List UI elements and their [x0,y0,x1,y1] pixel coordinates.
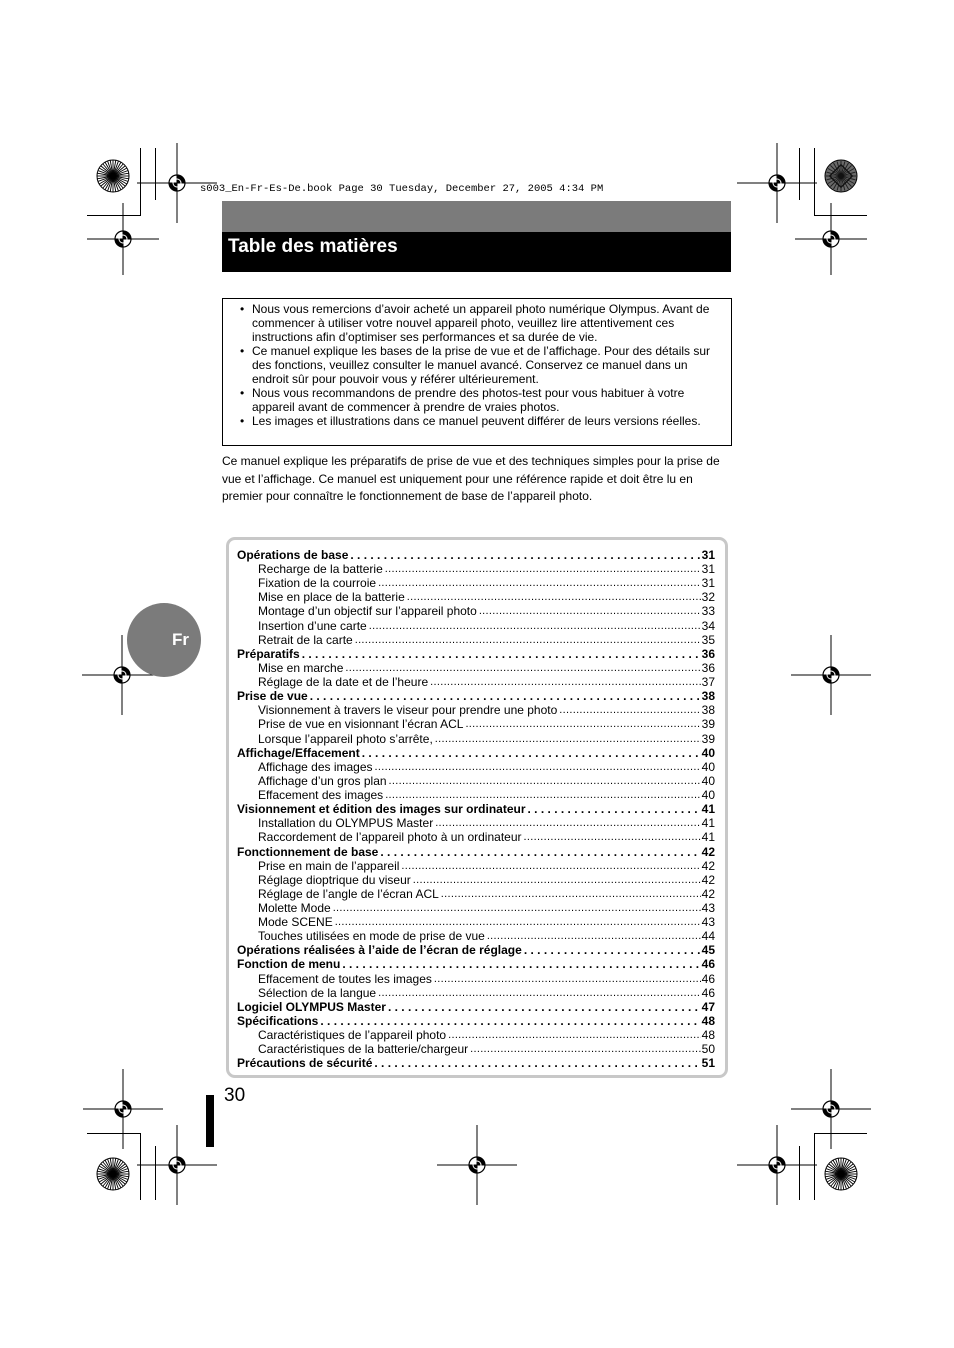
toc-leader-dots [470,1042,701,1056]
toc-section-entry [237,1000,715,1014]
toc-leader-dots [388,1000,701,1014]
toc-entry-page: 39 [701,717,715,732]
page-title: Table des matières [228,236,398,257]
toc-leader-dots [342,957,700,971]
toc-entry-title: Lorsque l’appareil photo s’arrête, [258,731,433,746]
toc-leader-dots [362,746,701,760]
toc-entry-title: Prise de vue [237,689,308,704]
toc-leader-dots [380,845,700,859]
toc-subentry [258,1028,715,1042]
toc-entry-page: 41 [701,802,715,817]
toc-entry-page: 44 [701,929,715,944]
toc-entry-title: Effacement de toutes les images [258,971,432,986]
toc-entry-page: 50 [701,1042,715,1057]
toc-entry-title: Effacement des images [258,788,384,803]
toc-subentry [258,816,715,830]
toc-entry-page: 46 [701,971,715,986]
toc-leader-dots [355,633,701,647]
toc-entry-page: 43 [701,915,715,930]
toc-entry-title: Préparatifs [237,646,300,661]
toc-entry-title: Précautions de sécurité [237,1056,373,1071]
toc-leader-dots [435,732,701,746]
toc-subentry [258,619,715,633]
toc-section-entry [237,802,715,816]
toc-section-entry [237,957,715,971]
rosette-target-icon [824,159,858,193]
toc-subentry [258,1042,715,1056]
toc-entry-page: 47 [701,999,715,1014]
toc-leader-dots [487,929,701,943]
toc-leader-dots [465,717,700,731]
registration-crosshair-icon [737,1125,817,1205]
toc-entry-title: Réglage de la date et de l’heure [258,675,429,690]
toc-entry-page: 40 [701,759,715,774]
table-of-contents [226,537,728,1078]
notice-item: • Nous vous recommandons de prendre des photos-test pour vous habituer à votre appareil avant de commencer à prendre de vraies photos. [237,386,723,414]
toc-entry-page: 31 [701,562,715,577]
registration-crosshair-icon [791,635,871,715]
toc-entry-page: 42 [701,872,715,887]
toc-entry-title: Réglage dioptrique du viseur [258,872,411,887]
toc-subentry [258,929,715,943]
language-tab-label: Fr [172,630,189,649]
book-header-line: s003_En-Fr-Es-De.book Page 30 Tuesday, December 27, 2005 4:34 PM [200,183,604,195]
toc-entry-title: Fixation de la courroie [258,576,377,591]
toc-leader-dots [407,590,701,604]
toc-entry-title: Sélection de la langue [258,985,377,1000]
toc-entry-title: Fonction de menu [237,957,341,972]
starburst-target-icon [824,1157,858,1191]
toc-leader-dots [333,901,701,915]
toc-subentry [258,732,715,746]
registration-crosshair-icon [87,203,159,275]
toc-entry-page: 31 [701,548,715,562]
toc-entry-title: Recharge de la batterie [258,562,383,577]
toc-entry-title: Installation du OLYMPUS Master [258,816,434,831]
toc-subentry [258,576,715,590]
toc-subentry [258,873,715,887]
toc-entry-title: Mise en place de la batterie [258,590,405,605]
toc-entry-title: Prise de vue en visionnant l’écran ACL [258,717,464,732]
toc-section-entry [237,548,715,562]
page-number-bar [206,1095,214,1147]
toc-entry-page: 48 [701,1013,715,1028]
toc-leader-dots [434,972,701,986]
toc-subentry [258,901,715,915]
toc-entry-page: 31 [701,576,715,591]
toc-section-entry [237,1056,715,1070]
toc-section-entry [237,647,715,661]
toc-section-entry [237,845,715,859]
toc-leader-dots [413,873,701,887]
intro-paragraph: Ce manuel explique les préparatifs de prise de vue et des techniques simples pour la prise de vue et l’affichage. Ce manuel est uniquement pour une référence rapide et doit être lu en premier pour connaître le fonctionnement de base de l’appareil photo. [222,454,720,503]
toc-subentry [258,887,715,901]
toc-entry-page: 39 [701,731,715,746]
toc-entry-page: 37 [701,675,715,690]
crop-mark-line [814,215,867,216]
toc-entry-page: 42 [701,844,715,859]
toc-leader-dots [559,703,700,717]
toc-leader-dots [430,675,701,689]
crop-mark-line [799,148,800,200]
crop-mark-line [155,1146,156,1200]
toc-entry-page: 46 [701,957,715,972]
toc-entry-title: Opérations de base [237,548,349,562]
toc-entry-title: Raccordement de l’appareil photo à un ordinateur [258,830,522,845]
toc-entry-page: 41 [701,830,715,845]
toc-entry-page: 45 [701,943,715,958]
toc-leader-dots [528,802,701,816]
toc-leader-dots [401,859,700,873]
toc-entry-title: Mode SCENE [258,915,333,930]
toc-entry-title: Prise en main de l’appareil [258,858,400,873]
toc-leader-dots [448,1028,701,1042]
toc-entry-title: Affichage/Effacement [237,745,360,760]
toc-entry-page: 36 [701,646,715,661]
crop-mark-line [799,1146,800,1200]
toc-entry-page: 41 [701,816,715,831]
toc-subentry [258,859,715,873]
toc-subentry [258,972,715,986]
toc-entry-title: Montage d’un objectif sur l’appareil photo [258,604,477,619]
starburst-target-icon [96,1157,130,1191]
title-band-gray [222,201,731,232]
notice-item: • Nous vous remercions d’avoir acheté un appareil photo numérique Olympus. Avant de commencer à utiliser votre nouvel appareil photo, veuillez lire attentivement ces instructions afin d’optimiser ses performances et sa durée de vie. [237,302,723,344]
starburst-target-icon [96,159,130,193]
toc-entry-title: Mise en marche [258,660,344,675]
toc-entry-title: Affichage des images [258,759,373,774]
toc-subentry [258,703,715,717]
toc-subentry [258,604,715,618]
toc-leader-dots [435,816,700,830]
toc-subentry [258,774,715,788]
toc-entry-title: Insertion d’une carte [258,618,367,633]
toc-section-entry [237,746,715,760]
toc-leader-dots [524,943,701,957]
registration-crosshair-icon [437,1125,517,1205]
toc-subentry [258,633,715,647]
toc-leader-dots [378,986,701,1000]
toc-subentry [258,788,715,802]
toc-subentry [258,562,715,576]
toc-entry-title: Opérations réalisées à l’aide de l’écran de réglage [237,943,522,958]
toc-entry-page: 43 [701,901,715,915]
registration-crosshair-icon [795,203,867,275]
toc-subentry [258,915,715,929]
toc-entry-page: 42 [701,886,715,901]
toc-entry-page: 40 [701,773,715,788]
toc-entry-page: 40 [701,788,715,803]
toc-entry-title: Touches utilisées en mode de prise de vue [258,929,485,944]
toc-entry-page: 40 [701,745,715,760]
toc-entry-title: Visionnement à travers le viseur pour prendre une photo [258,703,558,718]
toc-leader-dots [524,830,701,844]
toc-section-entry [237,689,715,703]
crop-mark-line [140,148,141,216]
toc-entry-title: Caractéristiques de l’appareil photo [258,1028,447,1043]
page-number: 30 [224,1085,246,1106]
toc-leader-dots [441,887,701,901]
crop-mark-line [87,215,140,216]
toc-entry-page: 36 [701,660,715,675]
toc-leader-dots [479,604,701,618]
crop-mark-line [814,148,815,216]
toc-entry-title: Retrait de la carte [258,632,353,647]
toc-leader-dots [335,915,701,929]
toc-leader-dots [302,647,701,661]
toc-subentry [258,675,715,689]
toc-leader-dots [350,548,700,562]
toc-entry-title: Caractéristiques de la batterie/chargeur [258,1042,469,1057]
toc-entry-title: Logiciel OLYMPUS Master [237,999,386,1014]
toc-entry-page: 35 [701,632,715,647]
toc-leader-dots [369,619,701,633]
toc-entry-page: 33 [701,604,715,619]
toc-entry-page: 32 [701,590,715,605]
notice-box [222,298,732,446]
toc-section-entry [237,943,715,957]
toc-subentry [258,830,715,844]
language-tab [127,603,201,677]
toc-entry-page: 51 [701,1056,715,1071]
toc-entry-title: Fonctionnement de base [237,844,379,859]
toc-entry-page: 38 [701,703,715,718]
crop-mark-line [814,1133,815,1200]
toc-leader-dots [389,774,701,788]
notice-item: • Ce manuel explique les bases de la prise de vue et de l’affichage. Pour des détails sur des fonctions, veuillez consulter le manuel avancé. Conservez ce manuel dans un endroit sûr pour pouvoir vous y référer ultérieurement. [237,344,723,386]
toc-entry-title: Molette Mode [258,901,331,915]
toc-entry-page: 48 [701,1028,715,1043]
toc-leader-dots [374,1056,700,1070]
crop-mark-line [814,1133,867,1134]
registration-crosshair-icon [137,1125,217,1205]
toc-leader-dots [385,788,700,802]
toc-subentry [258,986,715,1000]
toc-leader-dots [320,1014,700,1028]
toc-entry-page: 38 [701,689,715,704]
crop-mark-line [87,1133,140,1134]
toc-entry-title: Affichage d’un gros plan [258,773,387,788]
toc-leader-dots [378,576,701,590]
toc-leader-dots [375,760,701,774]
toc-entry-page: 46 [701,985,715,1000]
toc-entry-title: Réglage de l’angle de l’écran ACL [258,886,439,901]
toc-subentry [258,661,715,675]
toc-entry-title: Visionnement et édition des images sur ordinateur [237,802,526,817]
toc-leader-dots [345,661,700,675]
crop-mark-line [140,1133,141,1200]
toc-entry-page: 42 [701,858,715,873]
toc-section-entry [237,1014,715,1028]
toc-entry-title: Spécifications [237,1013,319,1028]
toc-entry-page: 34 [701,618,715,633]
toc-leader-dots [310,689,701,703]
toc-subentry [258,760,715,774]
toc-subentry [258,717,715,731]
crop-mark-line [155,148,156,200]
notice-item: • Les images et illustrations dans ce manuel peuvent différer de leurs versions réelles. [237,414,723,428]
toc-subentry [258,590,715,604]
toc-leader-dots [385,562,701,576]
